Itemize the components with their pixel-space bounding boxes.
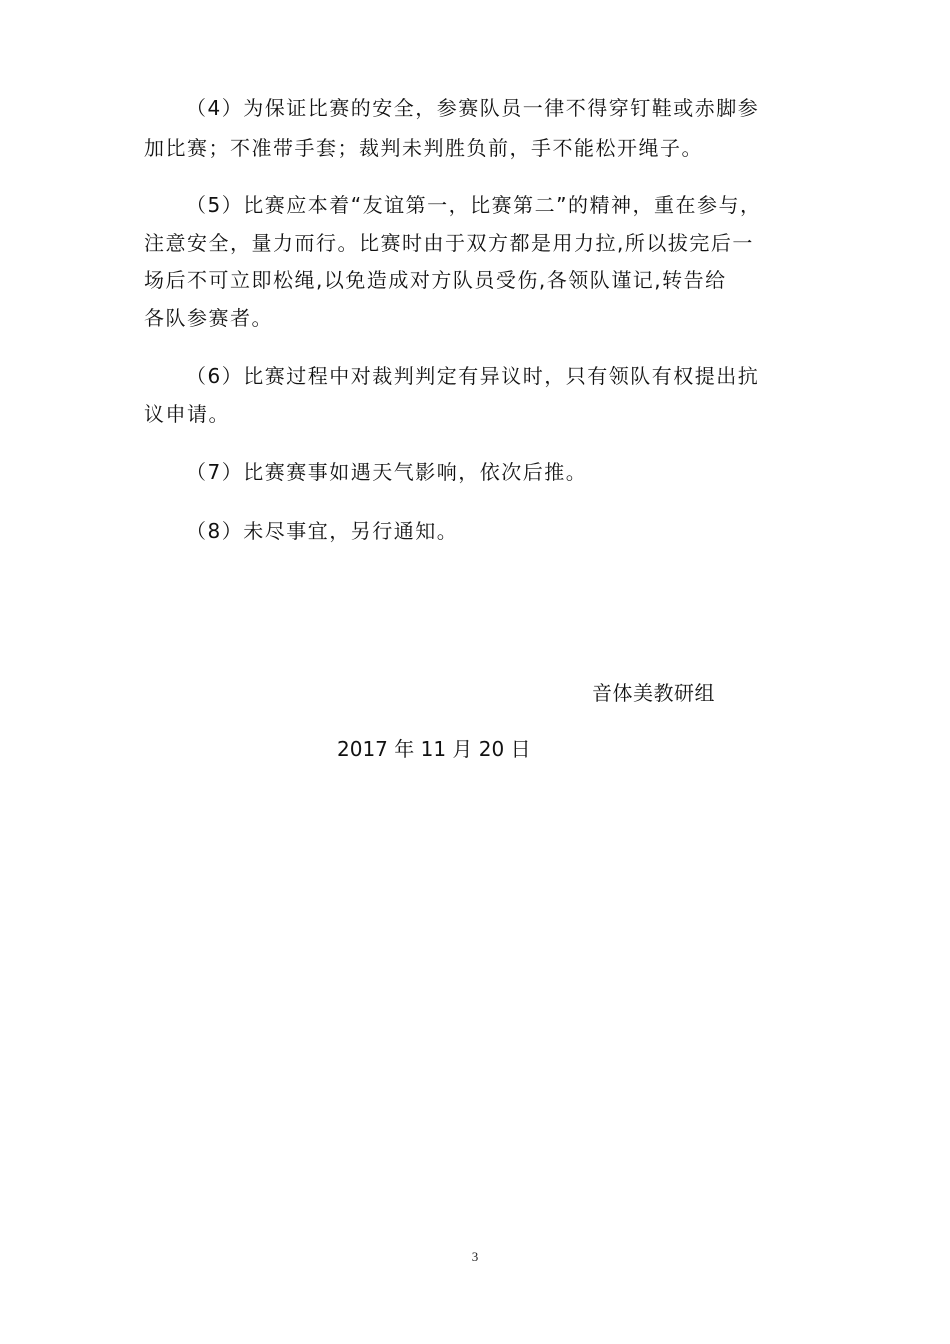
paragraph-line: （8）未尽事宜，另行通知。 xyxy=(186,519,459,543)
paragraph-line: 注意安全，量力而行。比赛时由于双方都是用力拉,所以拔完后一 xyxy=(144,231,754,255)
paragraph-line: （4）为保证比赛的安全，参赛队员一律不得穿钉鞋或赤脚参 xyxy=(186,96,760,120)
paragraph-line: （5）比赛应本着“友谊第一，比赛第二”的精神，重在参与， xyxy=(186,193,762,217)
paragraph-line: 各队参赛者。 xyxy=(144,306,273,330)
date-text: 2017 年 11 月 20 日 xyxy=(337,737,531,761)
paragraph-line: 加比赛；不准带手套；裁判未判胜负前，手不能松开绳子。 xyxy=(144,136,703,160)
paragraph-line: 议申请。 xyxy=(144,402,230,426)
paragraph-line: （6）比赛过程中对裁判判定有异议时，只有领队有权提出抗 xyxy=(186,364,760,388)
signature-text: 音体美教研组 xyxy=(592,681,715,705)
page-number: 3 xyxy=(471,1249,479,1264)
paragraph-line: （7）比赛赛事如遇天气影响，依次后推。 xyxy=(186,460,588,484)
paragraph-line: 场后不可立即松绳,以免造成对方队员受伤,各领队谨记,转告给 xyxy=(144,268,727,292)
